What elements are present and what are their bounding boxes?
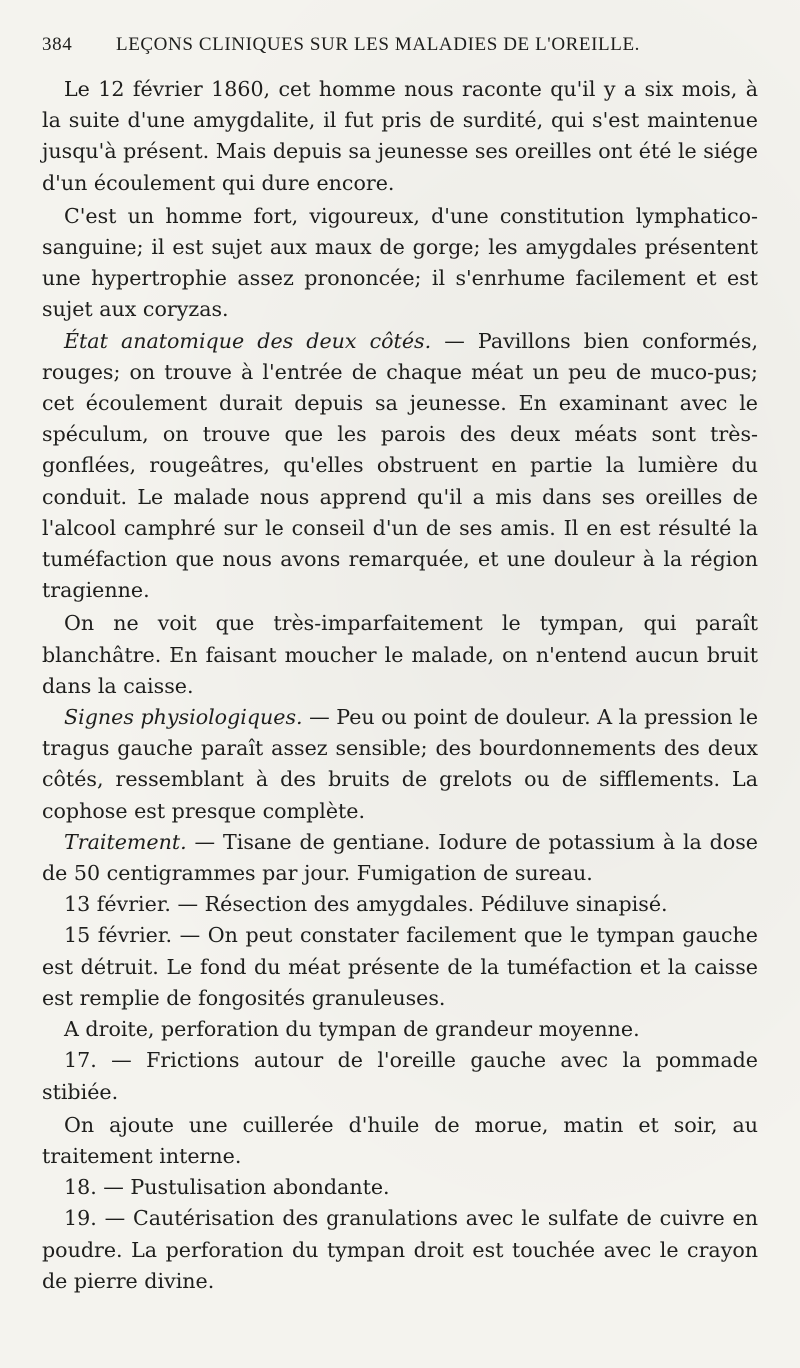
paragraph-feb-15 bbox=[42, 920, 758, 1014]
paragraph-text: 17. — Frictions autour de l'oreille gauche avec la pommade stibiée. bbox=[42, 1048, 758, 1104]
paragraph-cod-liver-oil bbox=[42, 1110, 758, 1172]
paragraph-text: On ne voit que très-imparfaitement le tympan, qui paraît blanchâtre. En faisant moucher le malade, on n'entend aucun bruit dans la caisse. bbox=[42, 611, 758, 698]
paragraph-anatomical-state bbox=[42, 326, 758, 607]
paragraph-text: — Tisane de gentiane. Iodure de potassium à la dose de 50 centigrammes par jour. Fumigation de sureau. bbox=[42, 829, 758, 886]
page-number: 384 bbox=[42, 34, 73, 55]
paragraph-physiological-signs bbox=[42, 702, 758, 827]
paragraph-tympan bbox=[42, 608, 758, 702]
running-head: LEÇONS CLINIQUES SUR LES MALADIES DE L'OREILLE. bbox=[116, 34, 641, 55]
paragraph-text: C'est un homme fort, vigoureux, d'une constitution lymphatico-sanguine; il est sujet aux maux de gorge; les amygdales présentent une hypertrophie assez prononcée; il s'enrhume facilement et est sujet aux coryzas. bbox=[42, 203, 758, 322]
paragraph-text: 15 février. — On peut constater facilement que le tympan gauche est détruit. Le fond du méat présente de la tuméfaction et la caisse est remplie de fongosités granuleuses. bbox=[42, 923, 758, 1010]
paragraph-lead: État anatomique des deux côtés. bbox=[64, 328, 432, 353]
paragraph-day-19 bbox=[42, 1203, 758, 1297]
paragraph-constitution bbox=[42, 201, 758, 326]
paragraph-treatment bbox=[42, 827, 758, 889]
paragraph-lead: Traitement. bbox=[64, 829, 187, 854]
paragraph-text: 19. — Cautérisation des granulations avec le sulfate de cuivre en poudre. La perforation du tympan droit est touchée avec le crayon de pierre divine. bbox=[42, 1206, 758, 1293]
paragraph-text: — Pavillons bien conformés, rouges; on trouve à l'entrée de chaque méat un peu de muco-pus; cet écoulement durait depuis sa jeunesse. En examinant avec le spéculum, on trouve que les parois des deux méats sont très-gonflées, rougeâtres, qu'elles obstruent en partie la lumière du conduit. Le malade nous apprend qu'il a mis dans ses oreilles de l'alcool camphré sur le conseil d'un de ses amis. Il en est résulté la tuméfaction que nous avons remarquée, et une douleur à la région tragienne. bbox=[42, 328, 758, 603]
paragraph-feb-13 bbox=[42, 889, 758, 920]
paragraph-day-18 bbox=[42, 1172, 758, 1203]
paragraph-history bbox=[42, 74, 758, 199]
paragraph-day-17 bbox=[42, 1045, 758, 1107]
paragraph-text: On ajoute une cuillerée d'huile de morue, matin et soir, au traitement interne. bbox=[42, 1112, 758, 1168]
paragraph-text: — Peu ou point de douleur. A la pression le tragus gauche paraît assez sensible; des bourdonnements des deux côtés, ressemblant à des bruits de grelots ou de sifflements. La cophose est presque complète. bbox=[42, 705, 759, 823]
paragraph-text: A droite, perforation du tympan de grandeur moyenne. bbox=[64, 1017, 640, 1042]
paragraph-right-ear bbox=[42, 1014, 758, 1045]
paragraph-text: 18. — Pustulisation abondante. bbox=[64, 1175, 390, 1200]
paragraph-lead: Signes physiologiques. bbox=[64, 705, 303, 730]
page-body bbox=[42, 74, 758, 1297]
paragraph-text: Le 12 février 1860, cet homme nous raconte qu'il y a six mois, à la suite d'une amygdalite, il fut pris de surdité, qui s'est maintenue jusqu'à présent. Mais depuis sa jeunesse ses oreilles ont été le siége d'un écoulement qui dure encore. bbox=[42, 77, 758, 195]
page-header bbox=[42, 34, 758, 62]
paragraph-text: 13 février. — Résection des amygdales. Pédiluve sinapisé. bbox=[64, 892, 668, 917]
